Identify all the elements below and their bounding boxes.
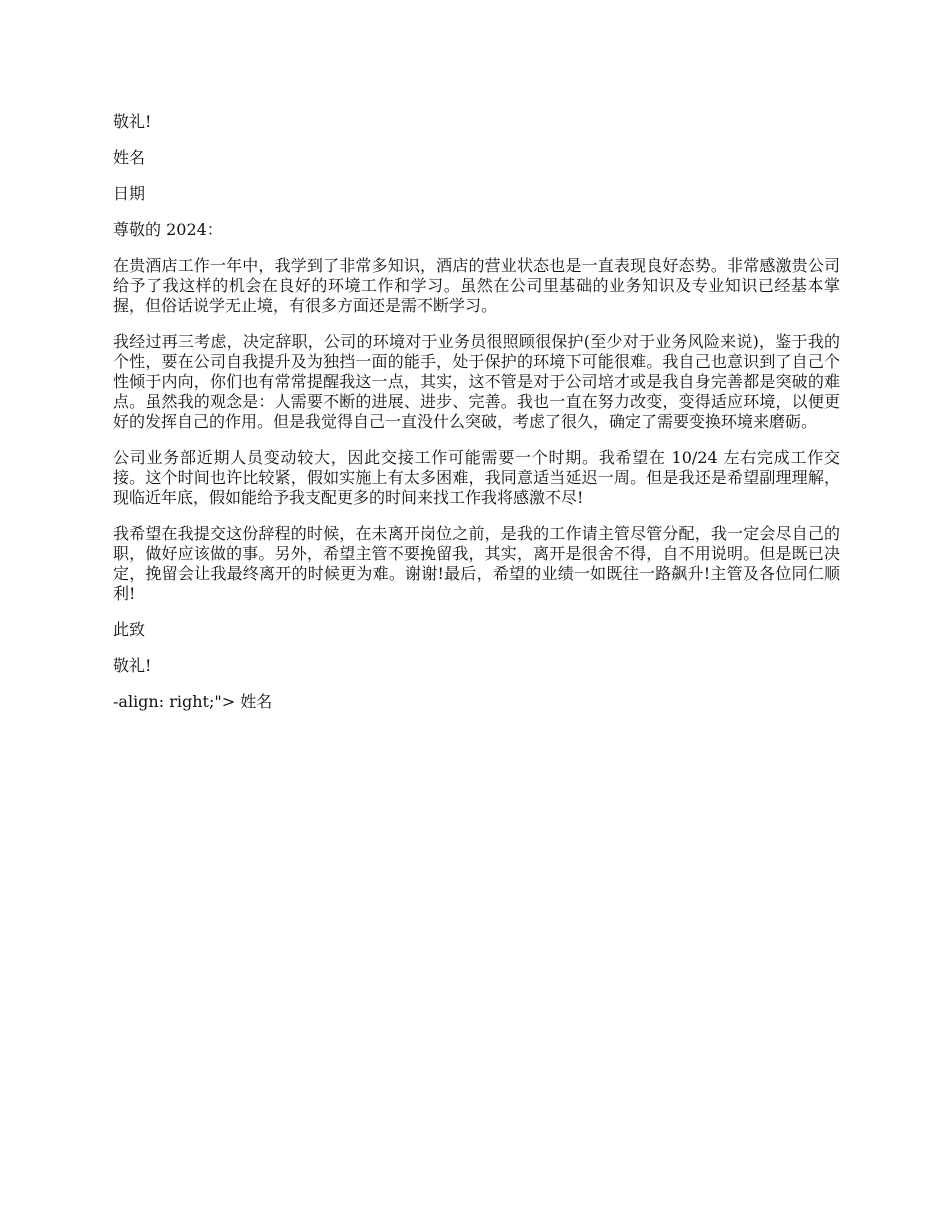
- signature-line: -align: right;"> 姓名: [113, 692, 273, 711]
- closing-salute: 敬礼!: [113, 656, 152, 675]
- date-line: 日期: [113, 184, 146, 203]
- letter-document: [113, 112, 840, 728]
- body-paragraph: 在贵酒店工作一年中，我学到了非常多知识，酒店的营业状态也是一直表现良好态势。非常感激贵公司给予了我这样的机会在良好的环境工作和学习。虽然在公司里基础的业务知识及专业知识已经基本掌握，但俗话说学无止境，有很多方面还是需不断学习。: [113, 256, 840, 315]
- name-line: 姓名: [113, 148, 146, 167]
- opening-salute: 敬礼!: [113, 112, 152, 131]
- body-paragraph: 我经过再三考虑，决定辞职，公司的环境对于业务员很照顾很保护(至少对于业务风险来说)，鉴于我的个性，要在公司自我提升及为独挡一面的能手，处于保护的环境下可能很难。我自己也意识到了自己个性倾于内向，你们也有常常提醒我这一点，其实，这不管是对于公司培才或是我自身完善都是突破的难点。虽然我的观念是：人需要不断的进展、进步、完善。我也一直在努力改变，变得适应环境，以便更好的发挥自己的作用。但是我觉得自己一直没什么突破，考虑了很久，确定了需要变换环境来磨砺。: [113, 332, 840, 431]
- greeting: 尊敬的 2024：: [113, 220, 223, 239]
- body-paragraph: 我希望在我提交这份辞程的时候，在未离开岗位之前，是我的工作请主管尽管分配，我一定会尽自己的职，做好应该做的事。另外，希望主管不要挽留我，其实，离开是很舍不得，自不用说明。但是既已决定，挽留会让我最终离开的时候更为难。谢谢!最后，希望的业绩一如既往一路飙升!主管及各位同仁顺利!: [113, 524, 840, 603]
- body-paragraph: 公司业务部近期人员变动较大，因此交接工作可能需要一个时期。我希望在 10/24 左右完成工作交接。这个时间也许比较紧，假如实施上有太多困难，我同意适当延迟一周。但是我还是希望副理理解，现临近年底，假如能给予我支配更多的时间来找工作我将感激不尽!: [113, 448, 840, 507]
- closing: 此致: [113, 620, 146, 639]
